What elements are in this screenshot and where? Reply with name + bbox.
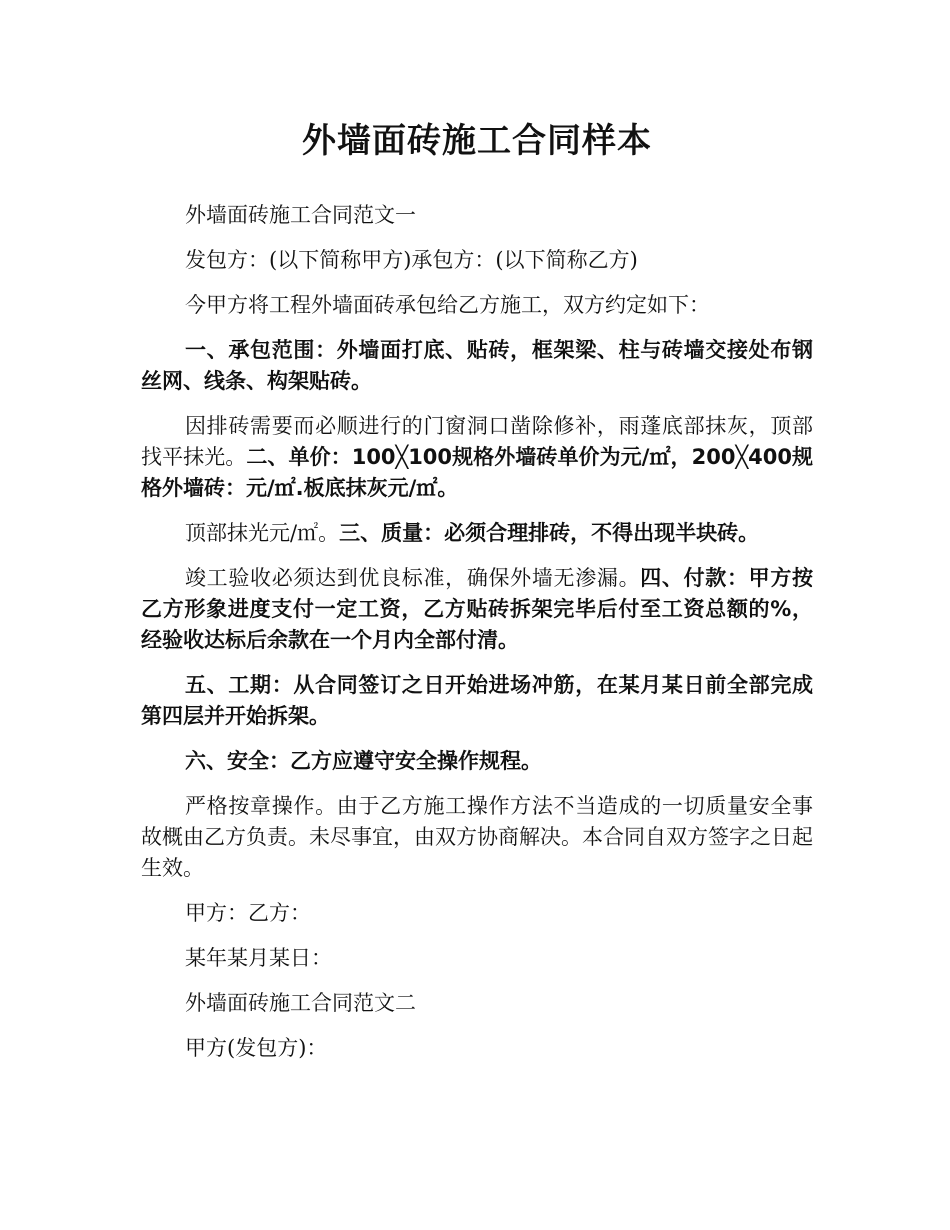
paragraph <box>141 200 813 231</box>
paragraph <box>141 1033 813 1064</box>
paragraph <box>141 943 813 974</box>
paragraph-bold-text: 一、承包范围：外墙面打底、贴砖，框架梁、柱与砖墙交接处布钢丝网、线条、构架贴砖。 <box>141 338 813 393</box>
paragraph <box>141 335 813 397</box>
paragraph-text: 某年某月某日： <box>185 946 332 970</box>
paragraph-bold-text: 六、安全：乙方应遵守安全操作规程。 <box>185 749 542 773</box>
paragraph-text: 今甲方将工程外墙面砖承包给乙方施工，双方约定如下： <box>185 293 710 317</box>
document-title: 外墙面砖施工合同样本 <box>302 121 652 161</box>
paragraph-bold-text: 四、付款：甲方按乙方形象进度支付一定工资，乙方贴砖拆架完毕后付至工资总额的%，经验收达标后余款在一个月内全部付清。 <box>141 566 813 652</box>
paragraph <box>141 988 813 1019</box>
paragraph <box>141 791 813 884</box>
paragraph-bold-text: 五、工期：从合同签订之日开始进场冲筋，在某月某日前全部完成第四层并开始拆架。 <box>141 673 813 728</box>
paragraph-bold-text: 三、质量：必须合理排砖，不得出现半块砖。 <box>339 521 760 545</box>
paragraph <box>141 670 813 732</box>
paragraph <box>141 245 813 276</box>
document-body <box>141 200 813 1078</box>
paragraph <box>141 563 813 656</box>
paragraph <box>141 290 813 321</box>
paragraph-text: 外墙面砖施工合同范文二 <box>185 991 416 1015</box>
paragraph-text: 发包方：(以下简称甲方)承包方：(以下简称乙方) <box>185 248 638 272</box>
paragraph <box>141 411 813 504</box>
paragraph-text: 竣工验收必须达到优良标准，确保外墙无渗漏。 <box>185 566 641 590</box>
paragraph-text: 严格按章操作。由于乙方施工操作方法不当造成的一切质量安全事故概由乙方负责。未尽事宜，由双方协商解决。本合同自双方签字之日起生效。 <box>141 794 813 880</box>
paragraph-bold-text: 二、单价：100╳100规格外墙砖单价为元/㎡，200╳400规格外墙砖：元/㎡.板底抹灰元/㎡。 <box>141 445 814 500</box>
paragraph <box>141 898 813 929</box>
paragraph-text: 外墙面砖施工合同范文一 <box>185 203 416 227</box>
paragraph-text: 顶部抹光元/㎡。 <box>185 521 340 545</box>
paragraph <box>141 746 813 777</box>
paragraph-text: 甲方：乙方： <box>185 901 311 925</box>
paragraph <box>141 518 813 549</box>
paragraph-text: 因排砖需要而必顺进行的门窗洞口凿除修补，雨蓬底部抹灰，顶部找平抹光。 <box>141 414 813 469</box>
paragraph-text: 甲方(发包方)： <box>185 1036 328 1060</box>
